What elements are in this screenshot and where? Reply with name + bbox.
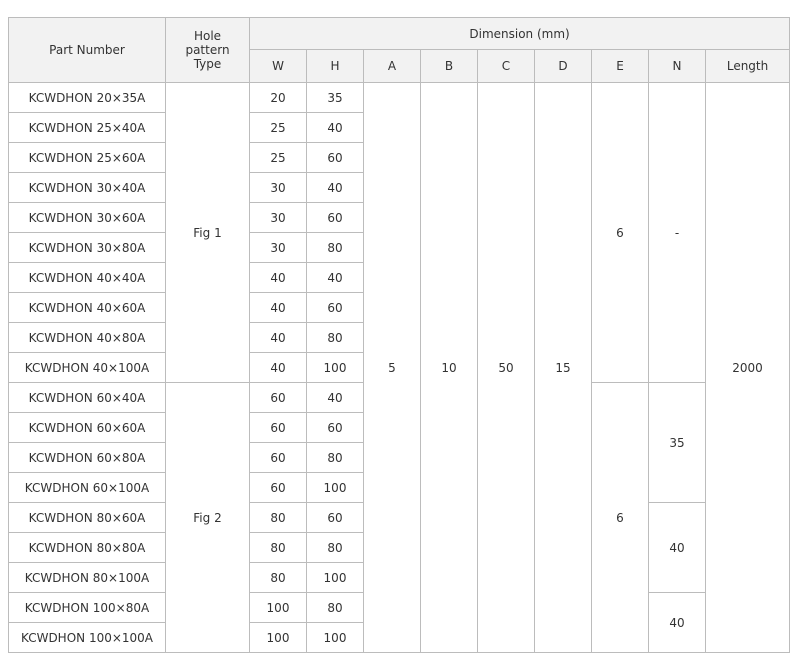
w-cell: 40 xyxy=(250,353,307,383)
w-cell: 60 xyxy=(250,383,307,413)
h-cell: 40 xyxy=(307,113,364,143)
a-value-cell: 5 xyxy=(364,83,421,653)
part-number-cell: KCWDHON 80×100A xyxy=(9,563,166,593)
w-cell: 80 xyxy=(250,533,307,563)
col-e-header: E xyxy=(592,50,649,83)
c-value-cell: 50 xyxy=(478,83,535,653)
w-cell: 100 xyxy=(250,623,307,653)
h-cell: 80 xyxy=(307,533,364,563)
w-cell: 80 xyxy=(250,563,307,593)
part-number-cell: KCWDHON 60×60A xyxy=(9,413,166,443)
part-number-cell: KCWDHON 60×80A xyxy=(9,443,166,473)
part-number-cell: KCWDHON 40×60A xyxy=(9,293,166,323)
w-cell: 60 xyxy=(250,413,307,443)
h-cell: 80 xyxy=(307,593,364,623)
hole-pattern-type-header xyxy=(166,18,250,83)
n-value-group2a-cell: 35 xyxy=(649,383,706,503)
part-number-cell: KCWDHON 80×60A xyxy=(9,503,166,533)
h-cell: 100 xyxy=(307,353,364,383)
hole-pattern-header-line3: Type xyxy=(193,57,222,71)
w-cell: 25 xyxy=(250,143,307,173)
w-cell: 60 xyxy=(250,473,307,503)
col-b-header: B xyxy=(421,50,478,83)
part-number-header: Part Number xyxy=(9,18,166,83)
part-number-cell: KCWDHON 60×100A xyxy=(9,473,166,503)
h-cell: 80 xyxy=(307,323,364,353)
col-length-header: Length xyxy=(706,50,790,83)
w-cell: 100 xyxy=(250,593,307,623)
part-number-cell: KCWDHON 30×80A xyxy=(9,233,166,263)
h-cell: 60 xyxy=(307,143,364,173)
hole-pattern-header-line2: pattern xyxy=(185,43,230,57)
hole-pattern-fig2-cell: Fig 2 xyxy=(166,383,250,653)
part-number-cell: KCWDHON 100×100A xyxy=(9,623,166,653)
part-number-cell: KCWDHON 20×35A xyxy=(9,83,166,113)
part-number-cell: KCWDHON 60×40A xyxy=(9,383,166,413)
h-cell: 80 xyxy=(307,233,364,263)
w-cell: 40 xyxy=(250,263,307,293)
e-value-group1-cell: 6 xyxy=(592,83,649,383)
part-number-cell: KCWDHON 40×100A xyxy=(9,353,166,383)
w-cell: 25 xyxy=(250,113,307,143)
part-number-cell: KCWDHON 100×80A xyxy=(9,593,166,623)
part-number-cell: KCWDHON 40×40A xyxy=(9,263,166,293)
part-number-cell: KCWDHON 30×40A xyxy=(9,173,166,203)
h-cell: 40 xyxy=(307,173,364,203)
w-cell: 80 xyxy=(250,503,307,533)
h-cell: 60 xyxy=(307,503,364,533)
col-n-header: N xyxy=(649,50,706,83)
col-h-header: H xyxy=(307,50,364,83)
n-value-group1-cell: - xyxy=(649,83,706,383)
n-value-group2b-cell: 40 xyxy=(649,503,706,593)
h-cell: 35 xyxy=(307,83,364,113)
w-cell: 40 xyxy=(250,323,307,353)
h-cell: 100 xyxy=(307,623,364,653)
w-cell: 60 xyxy=(250,443,307,473)
h-cell: 60 xyxy=(307,293,364,323)
w-cell: 30 xyxy=(250,233,307,263)
hole-pattern-header-line1: Hole xyxy=(193,29,222,43)
col-a-header: A xyxy=(364,50,421,83)
d-value-cell: 15 xyxy=(535,83,592,653)
part-number-cell: KCWDHON 30×60A xyxy=(9,203,166,233)
part-number-cell: KCWDHON 80×80A xyxy=(9,533,166,563)
w-cell: 40 xyxy=(250,293,307,323)
length-value-cell: 2000 xyxy=(706,83,790,653)
dimension-spec-table xyxy=(8,17,790,653)
h-cell: 80 xyxy=(307,443,364,473)
part-number-cell: KCWDHON 25×60A xyxy=(9,143,166,173)
part-number-cell: KCWDHON 25×40A xyxy=(9,113,166,143)
w-cell: 30 xyxy=(250,203,307,233)
col-d-header: D xyxy=(535,50,592,83)
h-cell: 40 xyxy=(307,263,364,293)
e-value-group2-cell: 6 xyxy=(592,383,649,653)
b-value-cell: 10 xyxy=(421,83,478,653)
n-value-group2c-cell: 40 xyxy=(649,593,706,653)
part-number-cell: KCWDHON 40×80A xyxy=(9,323,166,353)
dimension-header: Dimension (mm) xyxy=(250,18,790,50)
h-cell: 40 xyxy=(307,383,364,413)
h-cell: 60 xyxy=(307,413,364,443)
col-c-header: C xyxy=(478,50,535,83)
w-cell: 20 xyxy=(250,83,307,113)
h-cell: 100 xyxy=(307,473,364,503)
table-row xyxy=(9,83,790,113)
w-cell: 30 xyxy=(250,173,307,203)
hole-pattern-fig1-cell: Fig 1 xyxy=(166,83,250,383)
col-w-header: W xyxy=(250,50,307,83)
h-cell: 60 xyxy=(307,203,364,233)
h-cell: 100 xyxy=(307,563,364,593)
